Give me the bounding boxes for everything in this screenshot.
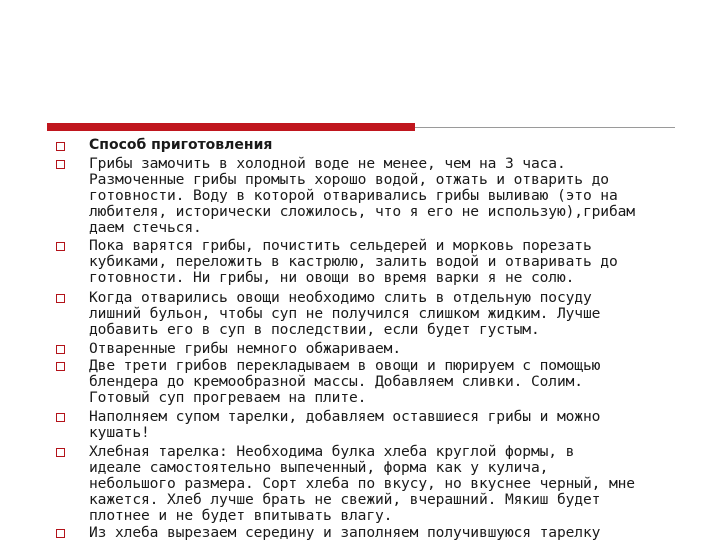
list-item-line: Размоченные грибы промыть хорошо водой, отжать и отварить до (89, 171, 609, 188)
square-bullet-icon (56, 413, 65, 422)
list-item-line: Хлебная тарелка: Необходима булка хлеба круглой формы, в (89, 443, 575, 460)
square-bullet-icon (56, 242, 65, 251)
list-item-line: кубиками, переложить в кастрюлю, залить водой и отваривать до (89, 253, 618, 270)
list-item-line: Две трети грибов перекладываем в овощи и пюрируем с помощью (89, 357, 601, 374)
square-bullet-icon (56, 160, 65, 169)
list-item-line: Грибы замочить в холодной воде не менее, чем на 3 часа. (89, 155, 566, 172)
list-item-line: Пока варятся грибы, почистить сельдерей и морковь порезать (89, 237, 592, 254)
list-item-line: кажется. Хлеб лучше брать не свежий, вчерашний. Мякиш будет (89, 491, 601, 508)
square-bullet-icon (56, 294, 65, 303)
list-item-line: кушать! (89, 424, 150, 441)
list-item-line: Готовый суп прогреваем на плите. (89, 389, 367, 406)
list-item-line: Когда отварились овощи необходимо слить в отдельную посуду (89, 289, 592, 306)
list-item-line: добавить его в суп в последствии, если будет густым. (89, 321, 540, 338)
square-bullet-icon (56, 345, 65, 354)
list-item-line: блендера до кремообразной массы. Добавляем сливки. Солим. (89, 373, 583, 390)
list-item-line: готовности. Воду в которой отваривались грибы выливаю (это на (89, 187, 618, 204)
square-bullet-icon (56, 529, 65, 538)
list-item-line: Отваренные грибы немного обжариваем. (89, 340, 401, 357)
recipe-heading: Способ приготовления (89, 137, 273, 153)
list-item-line: Из хлеба вырезаем середину и заполняем получившуюся тарелку (89, 524, 601, 541)
list-item-line: даем стечься. (89, 219, 202, 236)
square-bullet-icon (56, 142, 65, 151)
list-item-line: лишний бульон, чтобы суп не получился слишком жидким. Лучше (89, 305, 601, 322)
list-item-line: плотнее и не будет впитывать влагу. (89, 507, 393, 524)
list-item-line: идеале самостоятельно выпеченный, форма как у кулича, (89, 459, 549, 476)
list-item-line: небольшого размера. Сорт хлеба по вкусу, но вкуснее черный, мне (89, 475, 635, 492)
list-item-line: любителя, исторически сложилось, что я его не использую),грибам (89, 203, 635, 220)
square-bullet-icon (56, 362, 65, 371)
list-item-line: готовности. Ни грибы, ни овощи во время варки я не солю. (89, 269, 575, 286)
list-item-line: Наполняем супом тарелки, добавляем оставшиеся грибы и можно (89, 408, 601, 425)
square-bullet-icon (56, 448, 65, 457)
